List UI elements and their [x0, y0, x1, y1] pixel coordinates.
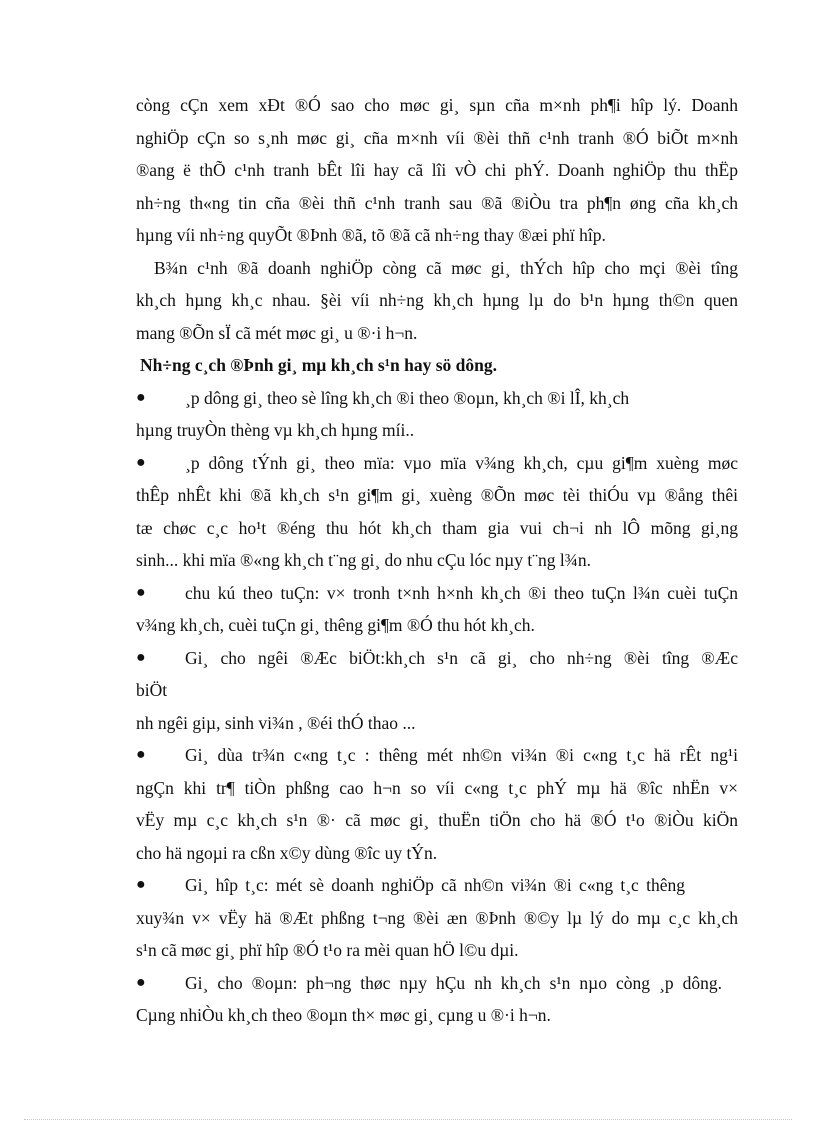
bullet-2-line-1: ¸p dông tÝnh gi¸ theo mïa: vµo mïa v¾ng kh¸ch, cµu gi¶m xuèng møc [185, 453, 738, 473]
bullet-1-marker: ● [136, 389, 146, 406]
bullet-6-line-2: xuy¾n v× vËy hä ®Æt phßng t¬ng ®èi æn ®Þnh ®©y lµ lý do mµ c¸c kh¸ch [136, 908, 738, 928]
bullet-3-marker: ● [136, 584, 146, 601]
bullet-6-marker: ● [136, 876, 146, 893]
bullet-3-line-1: chu kú theo tuÇn: v× tronh t×nh h×nh kh¸ch ®i theo tuÇn l¾n cuèi tuÇn [185, 583, 738, 603]
bullet-2-line-2: thÊp nhÊt khi ®ã kh¸ch s¹n gi¶m gi¸ xuèng ®Õn møc tèi thiÓu vµ ®ång thêi [136, 485, 738, 505]
bullet-3-line-2: v¾ng kh¸ch, cuèi tuÇn gi¸ thêng gi¶m ®Ó thu hót kh¸ch. [136, 615, 535, 635]
bullet-1-line-1: ¸p dông gi¸ theo sè lîng kh¸ch ®i theo ®oµn, kh¸ch ®i lÎ, kh¸ch [185, 388, 630, 408]
paragraph-2-line-3: mang ®Õn sÏ cã mét møc gi¸ u ®·i h¬n. [136, 323, 418, 343]
bullet-7-line-2: Cµng nhiÒu kh¸ch theo ®oµn th× møc gi¸ cµng u ®·i h¬n. [136, 1005, 551, 1025]
paragraph-1-line-4: nh÷ng th«ng tin cña ®èi thñ c¹nh tranh sau ®ã ®iÒu tra ph¶n øng cña kh¸ch [136, 193, 738, 213]
bullet-7-line-1: Gi¸ cho ®oµn: ph¬ng thøc nµy hÇu nh kh¸ch s¹n nµo còng ¸p dông. [185, 973, 722, 993]
bullet-5-line-1: Gi¸ dùa tr¾n c«ng t¸c : thêng mét nh©n vi¾n ®i c«ng t¸c hä rÊt ng¹i [185, 745, 738, 765]
bullet-4-marker: ● [136, 649, 146, 666]
bullet-5-line-3: vËy mµ c¸c kh¸ch s¹n ®· cã møc gi¸ thuËn tiÖn cho hä ®Ó t¹o ®iÒu kiÖn [136, 810, 738, 830]
bullet-1-line-2: hµng truyÒn thèng vµ kh¸ch hµng míi.. [136, 420, 415, 440]
bullet-6-line-3: s¹n cã møc gi¸ phï hîp ®Ó t¹o ra mèi quan hÖ l©u dµi. [136, 940, 519, 960]
bullet-5-line-2: ngÇn khi tr¶ tiÒn phßng cao h¬n so víi c«ng t¸c phÝ mµ hä ®îc nhËn v× [136, 778, 738, 798]
paragraph-2-line-2: kh¸ch hµng kh¸c nhau. §èi víi nh÷ng kh¸ch hµng lµ do b¹n hµng th©n quen [136, 290, 738, 310]
bullet-6-line-1: Gi¸ hîp t¸c: mét sè doanh nghiÖp cã nh©n vi¾n ®i c«ng t¸c thêng [185, 875, 685, 895]
paragraph-1-line-3: ®ang ë thÕ c¹nh tranh bÊt lîi hay cã lîi vÒ chi phÝ. Doanh nghiÖp thu thËp [136, 160, 738, 180]
paragraph-2-line-1: B¾n c¹nh ®ã doanh nghiÖp còng cã møc gi¸ thÝch hîp cho mçi ®èi tîng [154, 258, 738, 278]
bullet-5-marker: ● [136, 746, 146, 763]
paragraph-1-line-5: hµng víi nh÷ng quyÕt ®Þnh ®ã, tõ ®ã cã nh÷ng thay ®æi phï hîp. [136, 225, 606, 245]
paragraph-1-line-1: còng cÇn xem xÐt ®Ó sao cho møc gi¸ sµn cña m×nh ph¶i hîp lý. Doanh [136, 95, 738, 115]
bullet-4-line-1: Gi¸ cho ngêi ®Æc biÖt:kh¸ch s¹n cã gi¸ cho nh÷ng ®èi tîng ®Æc [185, 648, 738, 668]
bullet-5-line-4: cho hä ngoµi ra cßn x©y dùng ®îc uy tÝn. [136, 843, 438, 863]
bullet-7-marker: ● [136, 974, 146, 991]
bullet-4-line-3: nh ngêi giµ, sinh vi¾n , ®éi thÓ thao ... [136, 713, 416, 733]
bullet-4-line-2: biÖt [136, 680, 168, 700]
bullet-2-marker: ● [136, 454, 146, 471]
page-bottom-rule [24, 1119, 792, 1120]
bullet-2-line-4: sinh... khi mïa ®«ng kh¸ch t¨ng gi¸ do nhu cÇu lóc nµy t¨ng l¾n. [136, 550, 591, 570]
paragraph-1-line-2: nghiÖp cÇn so s¸nh møc gi¸ cña m×nh víi ®èi thñ c¹nh tranh ®Ó biÕt m×nh [136, 128, 738, 148]
bullet-2-line-3: tæ chøc c¸c ho¹t ®éng thu hót kh¸ch tham gia vui ch¬i nh lÔ mõng gi¸ng [136, 518, 738, 538]
section-heading: Nh÷ng c¸ch ®Þnh gi¸ mµ kh¸ch s¹n hay sö dông. [140, 355, 497, 375]
